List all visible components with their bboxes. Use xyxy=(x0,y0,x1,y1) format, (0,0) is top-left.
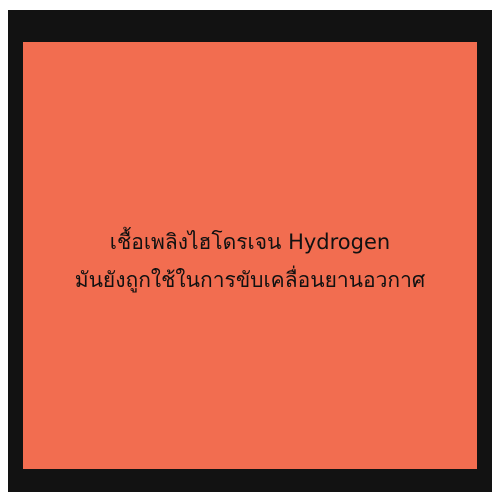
caption-line-1: เชื้อเพลิงไฮโดรเจน Hydrogen xyxy=(109,229,391,254)
text-card xyxy=(23,42,477,469)
dark-frame xyxy=(8,10,492,492)
caption-line-2: มันยังถูกใช้ในการขับเคลื่อนยานอวกาศ xyxy=(74,267,426,292)
caption xyxy=(75,223,426,299)
